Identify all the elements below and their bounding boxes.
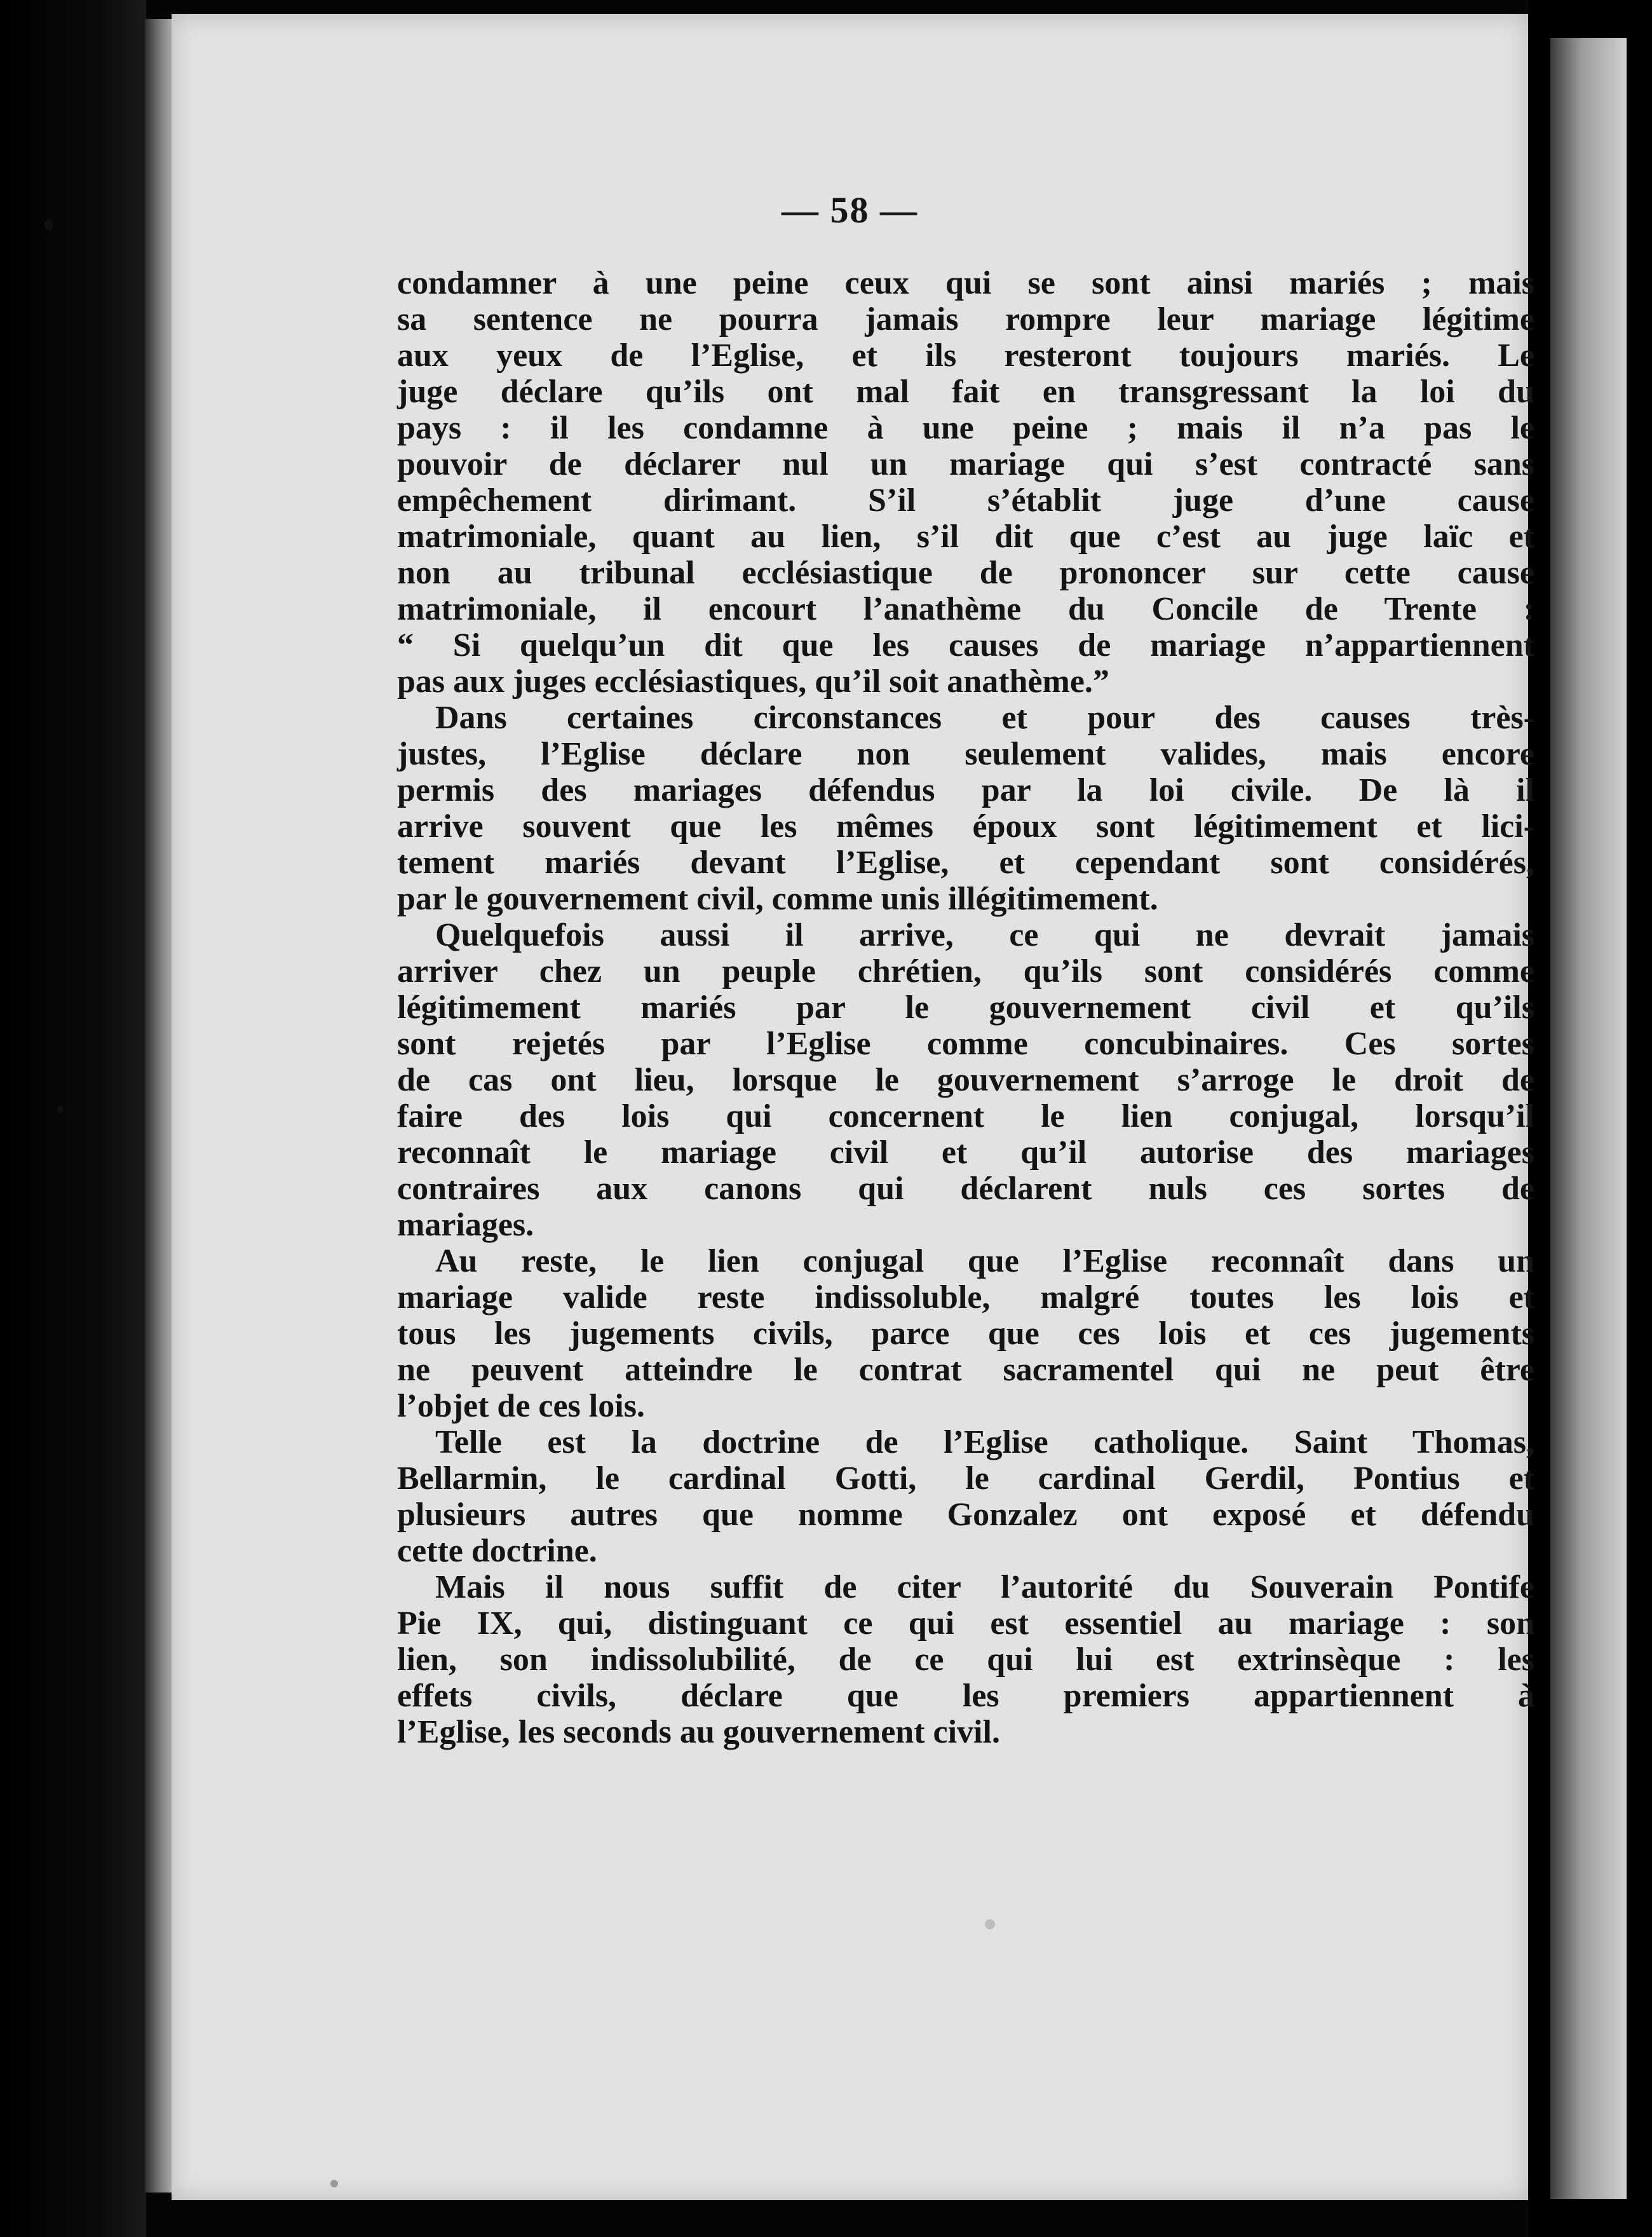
text-line: contraires aux canons qui déclarent nuls ces sortes de bbox=[397, 1171, 1534, 1207]
text-line: juge déclare qu’ils ont mal fait en transgressant la loi du bbox=[397, 374, 1534, 410]
text-line: l’objet de ces lois. bbox=[397, 1388, 645, 1424]
text-line: légitimement mariés par le gouvernement civil et qu’ils bbox=[397, 989, 1534, 1026]
book-page bbox=[172, 14, 1534, 2200]
text-line: faire des lois qui concernent le lien conjugal, lorsqu’il bbox=[397, 1098, 1534, 1134]
text-line: arriver chez un peuple chrétien, qu’ils sont considérés comme bbox=[397, 953, 1534, 989]
text-line: tous les jugements civils, parce que ces lois et ces jugements bbox=[397, 1316, 1534, 1352]
text-line: cette doctrine. bbox=[397, 1533, 597, 1569]
text-line: sa sentence ne pourra jamais rompre leur mariage légitime bbox=[397, 301, 1534, 337]
paragraph bbox=[397, 1243, 1534, 1424]
adjacent-page-edge bbox=[1550, 38, 1627, 2199]
paragraph bbox=[397, 1569, 1534, 1750]
text-line: l’Eglise, les seconds au gouvernement civil. bbox=[397, 1714, 1000, 1750]
text-line: Bellarmin, le cardinal Gotti, le cardinal Gerdil, Pontius et bbox=[397, 1460, 1534, 1497]
text-line: pays : il les condamne à une peine ; mais il n’a pas le bbox=[397, 410, 1534, 446]
text-line: effets civils, déclare que les premiers appartiennent à bbox=[397, 1678, 1534, 1714]
text-line: plusieurs autres que nomme Gonzalez ont exposé et défendu bbox=[397, 1497, 1534, 1533]
text-line: de cas ont lieu, lorsque le gouvernement s’arroge le droit de bbox=[397, 1062, 1534, 1098]
text-line: pouvoir de déclarer nul un mariage qui s’est contracté sans bbox=[397, 446, 1534, 482]
scan-speck bbox=[44, 219, 53, 231]
text-line: reconnaît le mariage civil et qu’il autorise des mariages bbox=[397, 1134, 1534, 1171]
paragraph bbox=[397, 265, 1534, 700]
text-line: mariages. bbox=[397, 1207, 534, 1243]
body-text bbox=[397, 265, 1534, 1750]
text-line: condamner à une peine ceux qui se sont ainsi mariés ; mais bbox=[397, 265, 1534, 301]
text-line: matrimoniale, il encourt l’anathème du Concile de Trente : bbox=[397, 591, 1534, 627]
scan-speck bbox=[57, 1106, 64, 1113]
text-line: matrimoniale, quant au lien, s’il dit que c’est au juge laïc et bbox=[397, 519, 1534, 555]
scan-speck bbox=[985, 1919, 995, 1929]
paragraph bbox=[397, 1424, 1534, 1569]
text-line: Dans certaines circonstances et pour des causes très- bbox=[435, 700, 1534, 736]
text-line: Quelquefois aussi il arrive, ce qui ne devrait jamais bbox=[435, 917, 1534, 953]
paragraph bbox=[397, 917, 1534, 1243]
text-line: Pie IX, qui, distinguant ce qui est essentiel au mariage : son bbox=[397, 1605, 1534, 1642]
page-number: — 58 — bbox=[782, 189, 918, 231]
paragraph bbox=[397, 700, 1534, 917]
binding-edge bbox=[0, 0, 146, 2237]
text-line: justes, l’Eglise déclare non seulement valides, mais encore bbox=[397, 736, 1534, 772]
text-line: sont rejetés par l’Eglise comme concubinaires. Ces sortes bbox=[397, 1026, 1534, 1062]
scan-speck bbox=[330, 2180, 338, 2187]
text-line: par le gouvernement civil, comme unis illégitimement. bbox=[397, 881, 1158, 917]
text-line: Mais il nous suffit de citer l’autorité du Souverain Pontife bbox=[435, 1569, 1534, 1605]
text-line: empêchement dirimant. S’il s’établit juge d’une cause bbox=[397, 482, 1534, 519]
text-line: mariage valide reste indissoluble, malgré toutes les lois et bbox=[397, 1279, 1534, 1316]
text-line: aux yeux de l’Eglise, et ils resteront toujours mariés. Le bbox=[397, 337, 1534, 374]
text-line: pas aux juges ecclésiastiques, qu’il soit anathème.” bbox=[397, 663, 1109, 700]
text-line: ne peuvent atteindre le contrat sacramentel qui ne peut être bbox=[397, 1352, 1534, 1388]
text-line: permis des mariages défendus par la loi civile. De là il bbox=[397, 772, 1534, 808]
text-line: Au reste, le lien conjugal que l’Eglise reconnaît dans un bbox=[435, 1243, 1534, 1279]
text-line: “ Si quelqu’un dit que les causes de mariage n’appartiennent bbox=[397, 627, 1534, 663]
text-line: tement mariés devant l’Eglise, et cependant sont considérés, bbox=[397, 845, 1534, 881]
text-line: arrive souvent que les mêmes époux sont légitimement et lici- bbox=[397, 808, 1534, 845]
text-line: Telle est la doctrine de l’Eglise catholique. Saint Thomas, bbox=[435, 1424, 1534, 1460]
text-line: lien, son indissolubilité, de ce qui lui est extrinsèque : les bbox=[397, 1642, 1534, 1678]
text-line: non au tribunal ecclésiastique de prononcer sur cette cause bbox=[397, 555, 1534, 591]
